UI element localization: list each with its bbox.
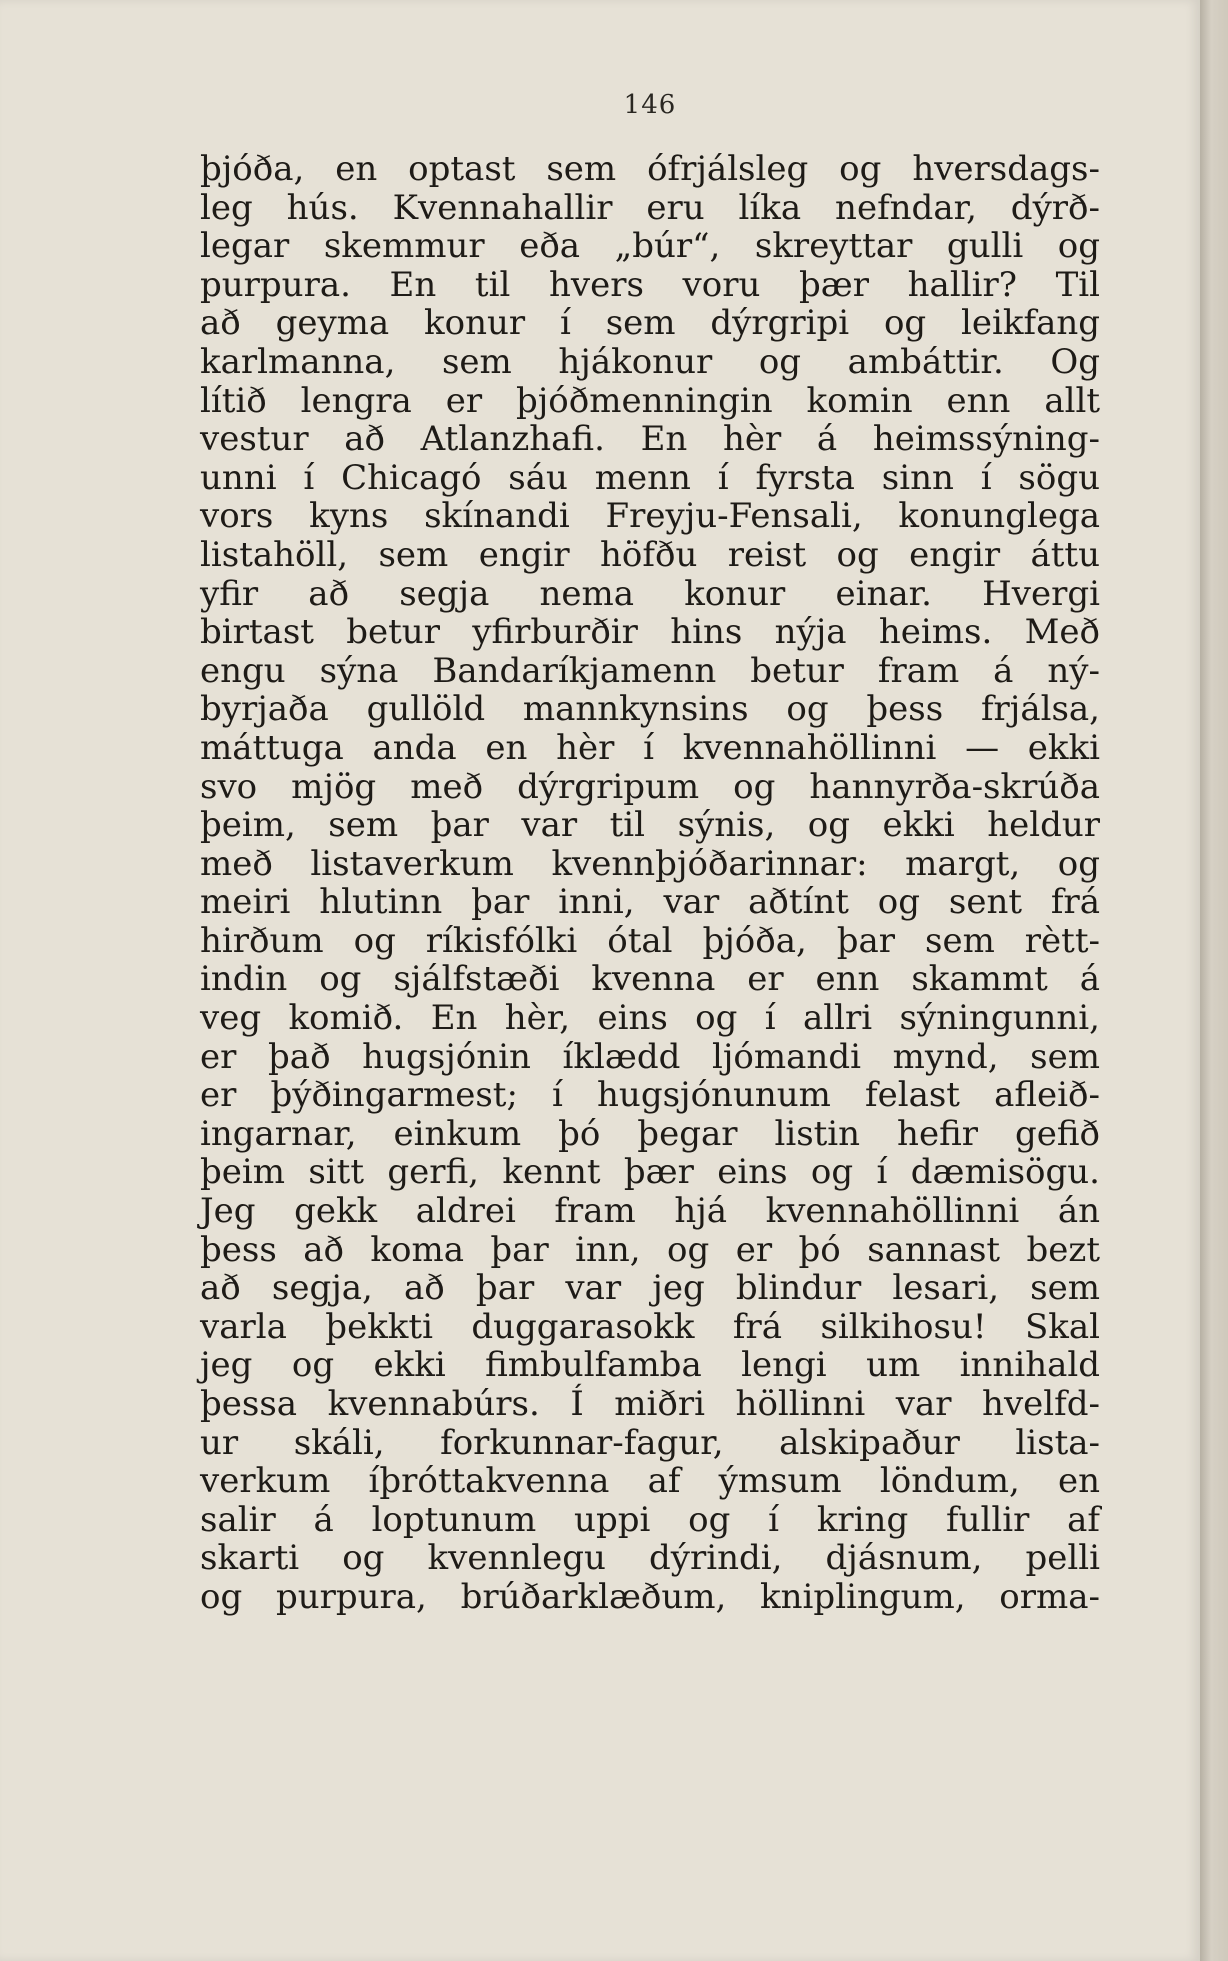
- text-line: svo mjög með dýrgripum og hannyrða-skrúða: [200, 766, 1100, 807]
- page-edge: [1200, 0, 1228, 1961]
- text-line: purpura. En til hvers voru þær hallir? Til: [200, 264, 1100, 305]
- text-line: ur skáli, forkunnar-fagur, alskipaður lista-: [200, 1422, 1100, 1463]
- text-line: er það hugsjónin íklædd ljómandi mynd, sem: [200, 1036, 1100, 1077]
- text-line: byrjaða gullöld mannkynsins og þess frjálsa,: [200, 689, 1100, 730]
- text-line: þess að koma þar inn, og er þó sannast bezt: [200, 1229, 1100, 1270]
- text-line: er þýðingarmest; í hugsjónunum felast afleið-: [200, 1075, 1100, 1116]
- text-line: listahöll, sem engir höfðu reist og engir áttu: [200, 534, 1100, 575]
- text-line: hirðum og ríkisfólki ótal þjóða, þar sem rètt-: [200, 920, 1100, 961]
- text-line: með listaverkum kvennþjóðarinnar: margt, og: [200, 843, 1100, 884]
- text-line: indin og sjálfstæði kvenna er enn skammt á: [200, 959, 1100, 1000]
- text-line: skarti og kvennlegu dýrindi, djásnum, pelli: [200, 1538, 1100, 1579]
- text-line: leg hús. Kvennahallir eru líka nefndar, dýrð-: [200, 187, 1100, 228]
- text-line: og purpura, brúðarklæðum, kniplingum, orma-: [200, 1576, 1100, 1617]
- text-line: meiri hlutinn þar inni, var aðtínt og sent frá: [200, 882, 1100, 923]
- text-line: salir á loptunum uppi og í kring fullir af: [200, 1499, 1100, 1540]
- page-number: 146: [623, 90, 677, 120]
- text-line: birtast betur yfirburðir hins nýja heims. Með: [200, 612, 1100, 653]
- text-line: þeim, sem þar var til sýnis, og ekki heldur: [200, 805, 1100, 846]
- text-line: veg komið. En hèr, eins og í allri sýningunni,: [200, 998, 1100, 1039]
- text-line: að segja, að þar var jeg blindur lesari, sem: [200, 1268, 1100, 1309]
- text-line: Jeg gekk aldrei fram hjá kvennahöllinni án: [200, 1191, 1100, 1232]
- text-line: að geyma konur í sem dýrgripi og leikfang: [200, 303, 1100, 344]
- text-line: jeg og ekki fimbulfamba lengi um innihald: [200, 1345, 1100, 1386]
- text-line: karlmanna, sem hjákonur og ambáttir. Og: [200, 341, 1100, 382]
- text-line: yfir að segja nema konur einar. Hvergi: [200, 573, 1100, 614]
- text-line: varla þekkti duggarasokk frá silkihosu! Skal: [200, 1306, 1100, 1347]
- body-text: [200, 150, 1100, 1617]
- text-line: vestur að Atlanzhafi. En hèr á heimssýning-: [200, 419, 1100, 460]
- text-line: ingarnar, einkum þó þegar listin hefir gefið: [200, 1113, 1100, 1154]
- text-line: lítið lengra er þjóðmenningin komin enn allt: [200, 380, 1100, 421]
- text-line: þessa kvennabúrs. Í miðri höllinni var hvelfd-: [200, 1384, 1100, 1424]
- text-line: þjóða, en optast sem ófrjálsleg og hversdags-: [200, 149, 1100, 189]
- text-line: verkum íþróttakvenna af ýmsum löndum, en: [200, 1461, 1100, 1502]
- text-line: vors kyns skínandi Freyju-Fensali, konunglega: [200, 496, 1100, 537]
- text-line: engu sýna Bandaríkjamenn betur fram á ný-: [200, 650, 1100, 691]
- text-line: unni í Chicagó sáu menn í fyrsta sinn í sögu: [200, 457, 1100, 498]
- text-line: máttuga anda en hèr í kvennahöllinni — ekki: [200, 727, 1100, 768]
- text-line: þeim sitt gerfi, kennt þær eins og í dæmisögu.: [200, 1152, 1100, 1193]
- text-line: legar skemmur eða „búr“, skreyttar gulli og: [200, 226, 1100, 267]
